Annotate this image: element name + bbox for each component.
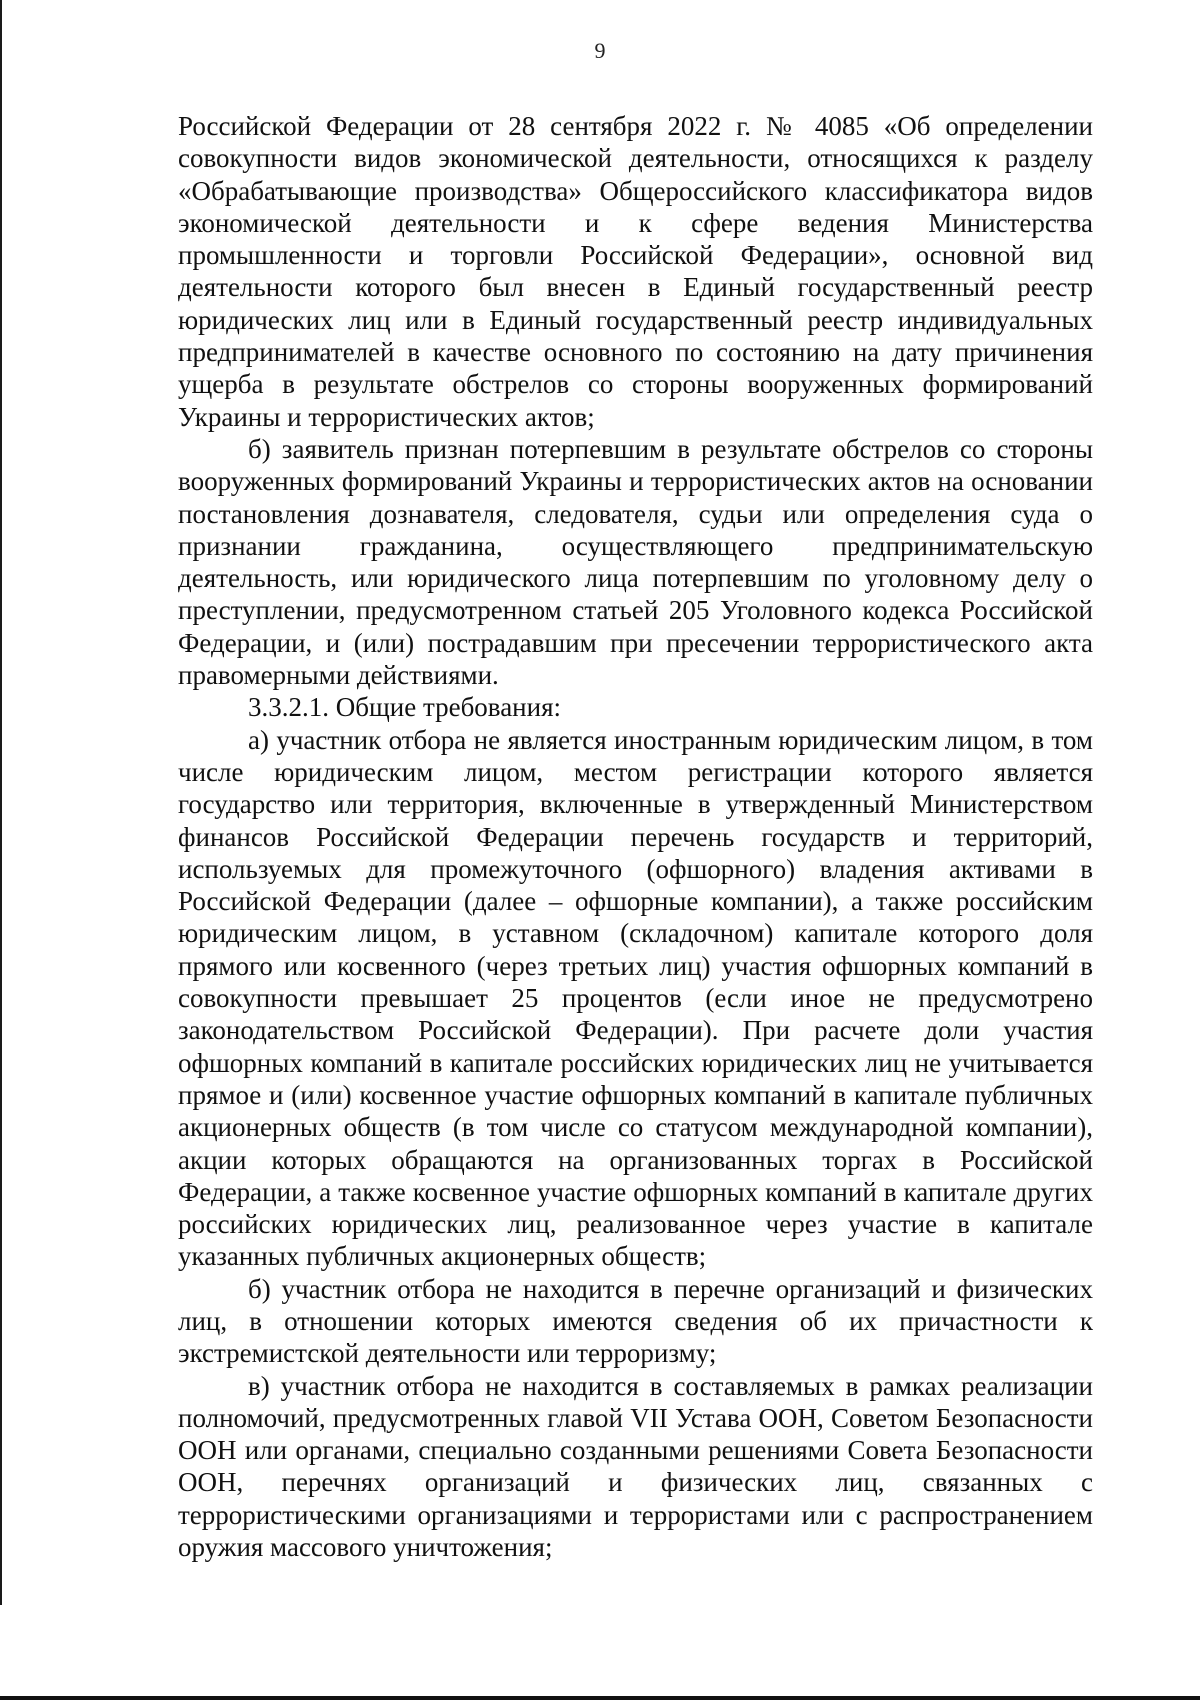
paragraph: Российской Федерации от 28 сентября 2022 г. № 4085 «Об определении совокупности видов экономической деятельности, относящихся к разделу «Обрабатывающие производства» Общероссийского классификатора видов экономической деятельности и к сфере ведения Министерства промышленности и торговли Российской Федерации», основной вид деятельности которого был внесен в Единый государственный реестр юридических лиц или в Единый государственный реестр индивидуальных предпринимателей в качестве основного по состоянию на дату причинения ущерба в результате обстрелов со стороны вооруженных формирований Украины и террористических актов;	[178, 111, 1093, 432]
paragraph: а) участник отбора не является иностранным юридическим лицом, в том числе юридическим лицом, местом регистрации которого является государство или территория, включенные в утвержденный Министерством финансов Российской Федерации перечень государств и территорий, используемых для промежуточного (офшорного) владения активами в Российской Федерации (далее – офшорные компании), а также российским юридическим лицом, в уставном (складочном) капитале которого доля прямого или косвенного (через третьих лиц) участия офшорных компаний в совокупности превышает 25 процентов (если иное не предусмотрено законодательством Российской Федерации). При расчете доли участия офшорных компаний в капитале российских юридических лиц не учитывается прямое и (или) косвенное участие офшорных компаний в капитале публичных акционерных обществ (в том числе со статусом международной компании), акции которых обращаются на организованных торгах в Российской Федерации, а также косвенное участие офшорных компаний в капитале других российских юридических лиц, реализованное через участие в капитале указанных публичных акционерных обществ;	[178, 724, 1093, 1272]
document-body	[178, 110, 1093, 1563]
page-number: 9	[594, 38, 606, 63]
scan-bottom-edge	[0, 1696, 1200, 1700]
paragraph: 3.3.2.1. Общие требования:	[248, 692, 562, 723]
paragraph: в) участник отбора не находится в составляемых в рамках реализации полномочий, предусмотренных главой VII Устава ООН, Советом Безопасности ООН или органами, специально созданными решениями Совета Безопасности ООН, перечнях организаций и физических лиц, связанных с террористическими организациями и террористами или с распространением оружия массового уничтожения;	[178, 1370, 1093, 1563]
paragraph: б) заявитель признан потерпевшим в результате обстрелов со стороны вооруженных формирований Украины и террористических актов на основании постановления дознавателя, следователя, судьи или определения суда о признании гражданина, осуществляющего предпринимательскую деятельность, или юридического лица потерпевшим по уголовному делу о преступлении, предусмотренном статьей 205 Уголовного кодекса Российской Федерации, и (или) пострадавшим при пресечении террористического акта правомерными действиями.	[178, 433, 1093, 691]
scan-left-edge	[0, 0, 2, 1605]
paragraph: б) участник отбора не находится в перечне организаций и физических лиц, в отношении которых имеются сведения об их причастности к экстремистской деятельности или терроризму;	[178, 1273, 1093, 1369]
